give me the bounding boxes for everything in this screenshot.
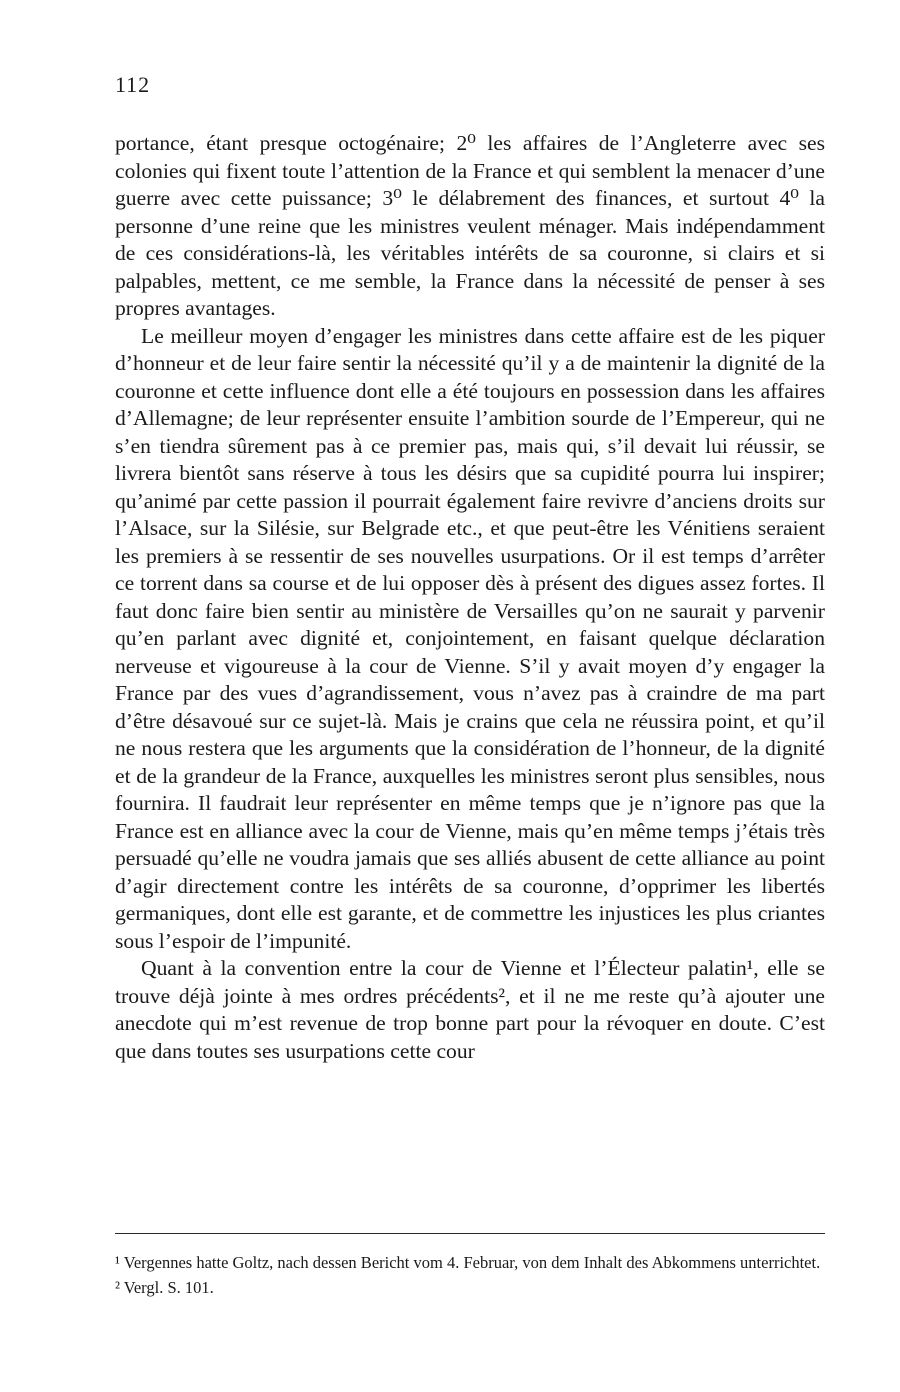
paragraph: Quant à la convention entre la cour de Vienne et l’Électeur palatin¹, elle se trouve déjà jointe à mes ordres précédents², et il ne me reste qu’à ajouter une anecdote qui m’est revenue de trop bonne part pour la révoquer en doute. C’est que dans toutes ses usurpations cette cour (115, 956, 825, 1063)
footnotes (115, 1252, 825, 1302)
footnote-divider (115, 1233, 825, 1234)
paragraph-continuation: portance, étant presque octogénaire; 2⁰ les affaires de l’Angleterre avec ses colonies qui fixent toute l’attention de la France et qui semblent la menacer d’une guerre avec cette puissance; 3⁰ le délabrement des finances, et surtout 4⁰ la personne d’une reine que les ministres veulent ménager. Mais indépendamment de ces considérations-là, les véritables intérêts de sa couronne, si clairs et si palpables, mettent, ce me semble, la France dans la nécessité de penser à ses propres avantages. (115, 131, 825, 320)
footnote-2: ² Vergl. S. 101. (115, 1278, 214, 1297)
page-number: 112 (115, 72, 151, 97)
footnote-1: ¹ Vergennes hatte Goltz, nach dessen Bericht vom 4. Februar, von dem Inhalt des Abkommens unterrichtet. (115, 1253, 821, 1272)
paragraph: Le meilleur moyen d’engager les ministres dans cette affaire est de les piquer d’honneur et de leur faire sentir la nécessité qu’il y a de maintenir la dignité de la couronne et cette influence dont elle a été toujours en possession dans les affaires d’Allemagne; de leur représenter ensuite l’ambition sourde de l’Empereur, qui ne s’en tiendra sûrement pas à ce premier pas, mais qui, s’il devait lui réussir, se livrera bientôt sans réserve à tous les désirs que sa cupidité pourra lui inspirer; qu’animé par cette passion il pourrait également faire revivre d’anciens droits sur l’Alsace, sur la Silésie, sur Belgrade etc., et que peut-être les Vénitiens seraient les premiers à se ressentir de ses nouvelles usurpations. Or il est temps d’arrêter ce torrent dans sa course et de lui opposer dès à présent des digues assez fortes. Il faut donc faire bien sentir au ministère de Versailles qu’on ne saurait y parvenir qu’en parlant avec dignité et, conjointement, en faisant quelque déclaration nerveuse et vigoureuse à la cour de Vienne. S’il y avait moyen d’y engager la France par des vues d’agrandissement, vous n’avez pas à craindre de ma part d’être désavoué sur ce sujet-là. Mais je crains que cela ne réussira point, et qu’il ne nous restera que les arguments que la considération de l’honneur, de la dignité et de la grandeur de la France, auxquelles les ministres seront plus sensibles, nous fournira. Il faudrait leur représenter en même temps que je n’ignore pas que la France est en alliance avec la cour de Vienne, mais qu’en même temps j’étais très persuadé qu’elle ne voudra jamais que ses alliés abusent de cette alliance au point d’agir directement contre les intérêts de sa couronne, d’opprimer les libertés germaniques, dont elle est garante, et de commettre les injustices les plus criantes sous l’espoir de l’impunité. (115, 323, 825, 953)
body-text (115, 130, 825, 1065)
